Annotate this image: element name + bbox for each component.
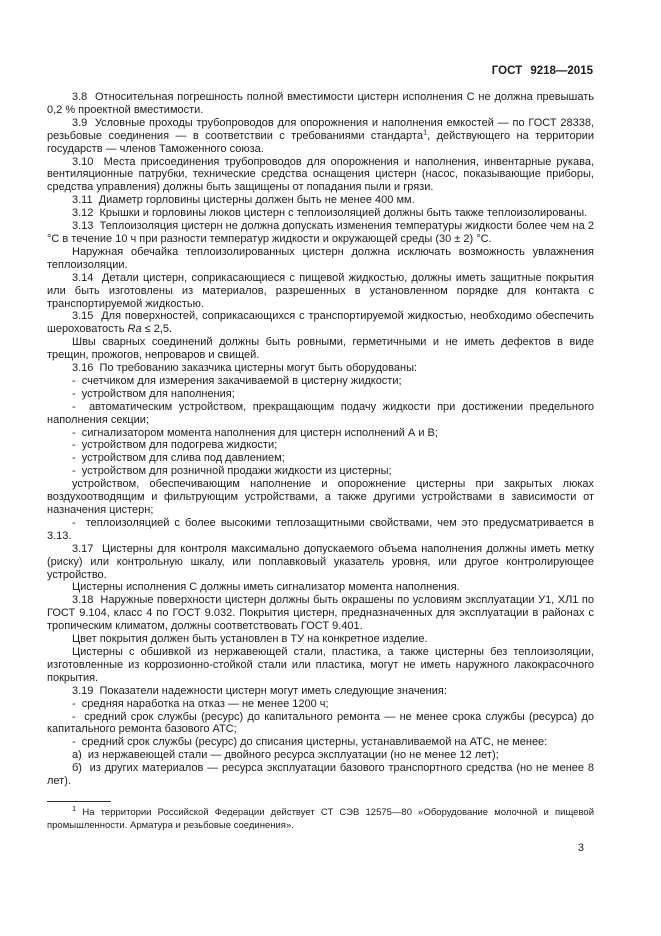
list-item: - устройством для подогрева жидкости;: [72, 439, 278, 452]
page-number: 3: [577, 842, 584, 854]
footnote-reference-marker: 1: [422, 127, 428, 137]
list-item-letter-a: а) из нержавеющей стали — двойного ресурса эксплуатации (но не менее 12 лет);: [72, 749, 499, 762]
paragraph-3-11: 3.11 Диаметр горловины цистерны должен быть не менее 400 мм.: [72, 194, 415, 207]
paragraph-3-16: 3.16 По требованию заказчика цистерны могут быть оборудованы:: [72, 362, 418, 375]
paragraph-3-18: 3.18 Наружные поверхности цистерн должны быть окрашены по условиям эксплуатации У1, ХЛ1 по ГОСТ 9.104, класс 4 по ГОСТ 9.032. Покрытия цистерн, предназначенных для эксплуатации в районах с тропическим климатом, должны соответствовать ГОСТ 9.401.: [47, 594, 594, 633]
paragraph-3-15-text-after: ≤ 2,5.: [141, 323, 173, 336]
paragraph-3-9-text: 3.9 Условные проходы трубопроводов для опорожнения и наполнения емкостей — по ГОСТ 28338, резьбовые соединения — в соответствии с требованиями стандарта: [47, 116, 594, 142]
list-item: - устройством для слива под давлением;: [72, 452, 285, 465]
paragraph-3-16-continuation: устройством, обеспечивающим наполнение и опорожнение цистерны при закрытых люках воздухоотводящим и фильтрующим устройствами, а также другими устройствами в зависимости от назначения цистерн;: [47, 478, 594, 516]
document-body: [47, 91, 594, 788]
footnote-section: [47, 801, 594, 832]
list-item-letter-b: б) из других материалов — ресурса эксплуатации базового транспортного средства (но не менее 8 лет).: [47, 762, 594, 788]
paragraph-3-15-continuation: Швы сварных соединений должны быть ровными, герметичными и не иметь дефектов в виде трещин, прожогов, непроваров и свищей.: [47, 336, 594, 362]
paragraph-3-13: 3.13 Теплоизоляция цистерн не должна допускать изменения температуры жидкости более чем на 2 °С в течение 10 ч при разности температур жидкости и окружающей среды (30 ± 2) °С.: [47, 220, 594, 245]
list-item: - средний срок службы (ресурс) до капитального ремонта — не менее срока службы (ресурса) до капитального ремонта базового АТС;: [47, 710, 594, 736]
paragraph-3-17-continuation: Цистерны исполнения С должны иметь сигнализатор момента наполнения.: [72, 581, 460, 594]
footnote-body: На территории Российской Федерации действует СТ СЭВ 12575—80 «Оборудование молочной и пищевой промышленности. Арматура и резьбовые соединения».: [47, 807, 594, 831]
paragraph-3-19: 3.19 Показатели надежности цистерн могут иметь следующие значения:: [72, 684, 447, 697]
list-item: - автоматическим устройством, прекращающим подачу жидкости при достижении предельного наполнения секции;: [47, 400, 594, 426]
paragraph-3-8: 3.8 Относительная погрешность полной вместимости цистерн исполнения С не должна превышать 0,2 % проектной вместимости.: [47, 91, 594, 116]
paragraph-3-9-text-after: , действующего на территории государств — членов Таможенного союза.: [47, 129, 594, 155]
paragraph-3-17: 3.17 Цистерны для контроля максимально допускаемого объема наполнения должны иметь метку (риску) или контрольную шкалу, или поплавковый указатель уровня, или другое контролирующее устройство.: [47, 542, 594, 581]
paragraph-3-10: 3.10 Места присоединения трубопроводов для опорожнения и наполнения, инвентарные рукава, вентиляционные патрубки, технические средства оснащения цистерн (насос, показывающие приборы, средства управления) должны быть защищены от попадания пыли и грязи.: [47, 155, 594, 194]
paragraph-3-18-continuation: Цистерны с обшивкой из нержавеющей стали, пластика, а также цистерны без теплоизоляции, изготовленные из коррозионно-стойкой стали или пластика, могут не иметь наружного лакокрасочного покрытия.: [47, 645, 594, 684]
list-item: - счетчиком для измерения закачиваемой в цистерну жидкости;: [72, 374, 402, 387]
footnote-divider: [47, 801, 111, 802]
paragraph-3-14: 3.14 Детали цистерн, соприкасающиеся с пищевой жидкостью, должны иметь защитные покрытия или быть изготовлены из материалов, разрешенных в установленном порядке для контакта с транспортируемой жидкостью.: [47, 271, 594, 310]
paragraph-3-18-continuation: Цвет покрытия должен быть установлен в ТУ на конкретное изделие.: [72, 633, 428, 646]
list-item: - сигнализатором момента наполнения для цистерн исполнений А и В;: [72, 426, 438, 439]
paragraph-3-15: [47, 310, 594, 336]
paragraph-3-15-text: 3.15 Для поверхностей, соприкасающихся с транспортируемой жидкостью, необходимо обеспечить шероховатость: [47, 310, 594, 336]
paragraph-3-9: [47, 117, 594, 156]
footnote-text: [47, 803, 594, 832]
roughness-symbol: Ra: [127, 323, 142, 336]
standard-number-header: ГОСТ 9218—2015: [491, 65, 593, 77]
list-item: - средний срок службы (ресурс) до списания цистерны, устанавливаемой на АТС, не менее:: [72, 736, 548, 749]
footnote-marker: 1: [72, 803, 77, 813]
list-item: - средняя наработка на отказ — не менее 1200 ч;: [72, 697, 329, 710]
list-item: - устройством для розничной продажи жидкости из цистерны;: [72, 465, 392, 478]
paragraph-3-13-continuation: Наружная обечайка теплоизолированных цистерн должна исключать возможность увлажнения теплоизоляции.: [47, 245, 594, 271]
list-item: - устройством для наполнения;: [72, 387, 235, 400]
list-item: - теплоизоляцией с более высокими теплозащитными свойствами, чем это предусматривается в 3.13.: [47, 516, 594, 542]
paragraph-3-12: 3.12 Крышки и горловины люков цистерн с теплоизоляцией должны быть также теплоизолированы.: [72, 207, 588, 220]
